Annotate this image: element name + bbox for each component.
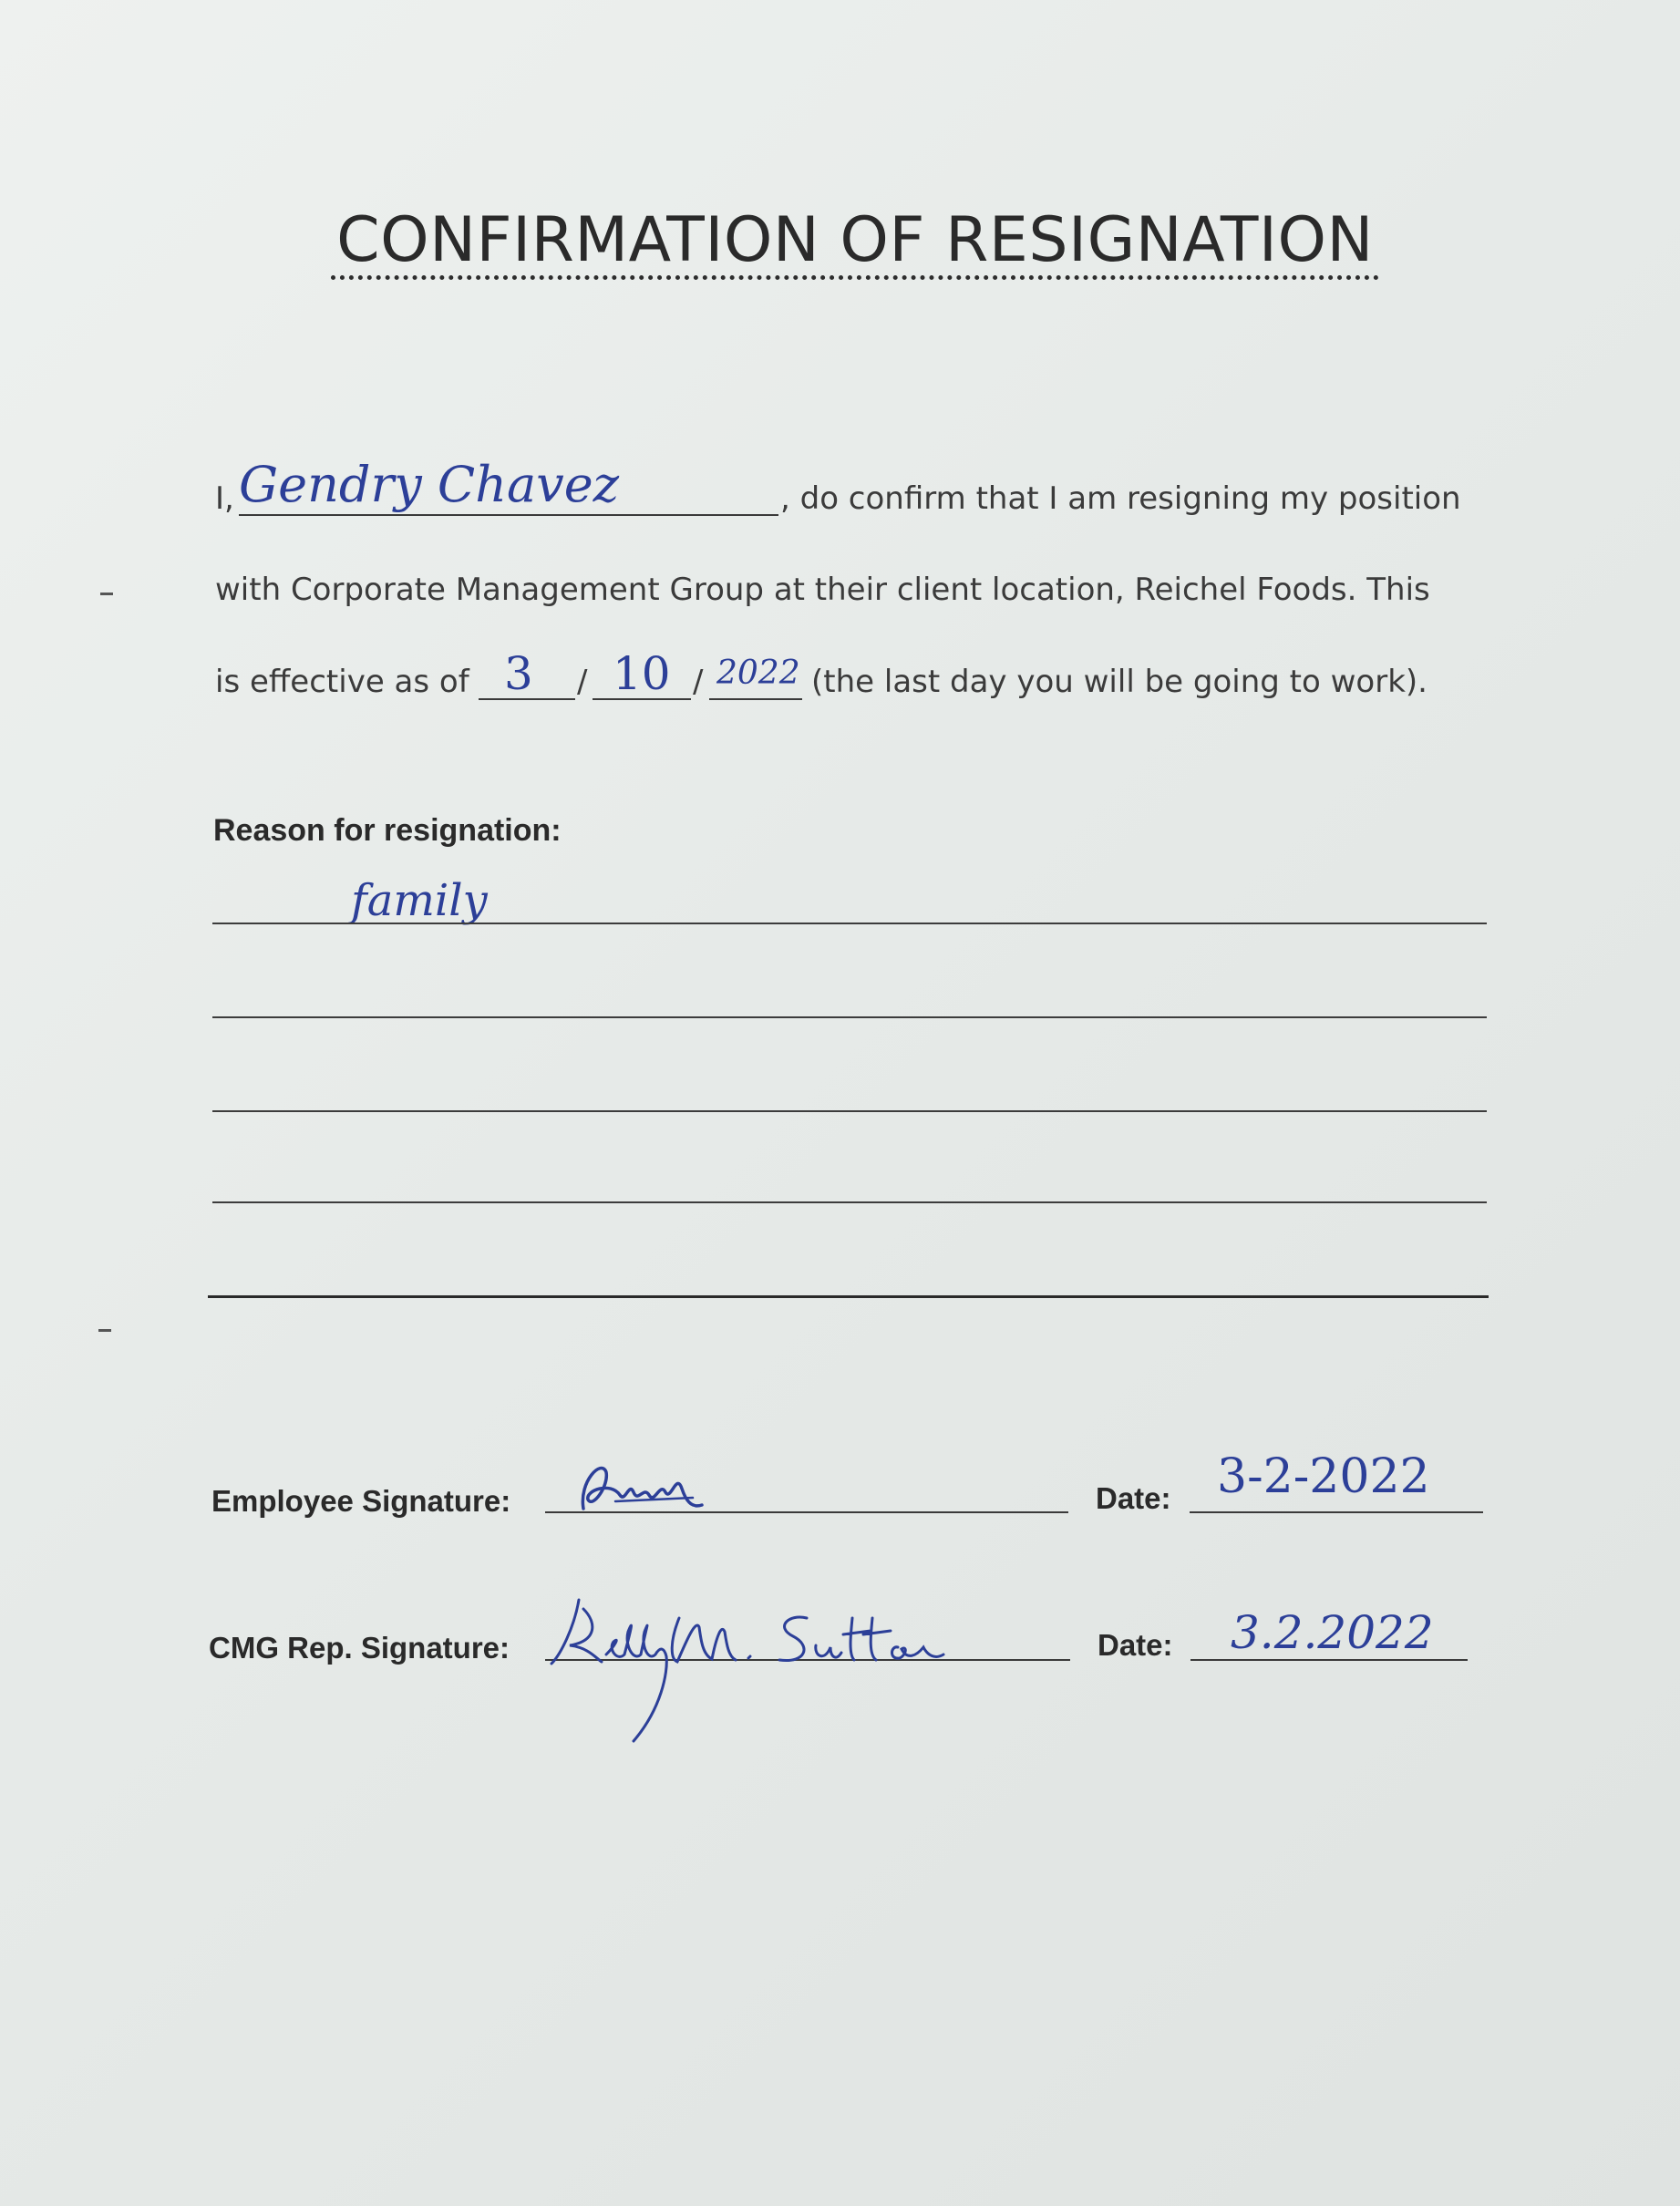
employee-name-blank	[239, 514, 778, 516]
margin-mark	[100, 593, 113, 595]
date-separator-2: /	[693, 664, 704, 700]
cmg-date-handwritten: 3.2.2022	[1231, 1606, 1434, 1659]
cmg-signature-image	[533, 1591, 962, 1750]
employee-date-handwritten: 3-2-2022	[1217, 1449, 1430, 1504]
employee-name-handwritten: Gendry Chavez	[239, 456, 620, 513]
employee-signature-label: Employee Signature:	[211, 1484, 511, 1518]
effective-year-blank	[709, 698, 802, 700]
employee-date-label: Date:	[1096, 1481, 1171, 1515]
line2-text: with Corporate Management Group at their client location, Reichel Foods. This	[215, 572, 1430, 608]
reason-line-5	[208, 1295, 1489, 1298]
reason-line-4	[212, 1201, 1487, 1203]
name-prefix: I,	[215, 480, 234, 517]
reason-line-2	[212, 1016, 1487, 1018]
form-title: CONFIRMATION OF RESIGNATION	[336, 204, 1374, 276]
cmg-date-line	[1190, 1659, 1468, 1661]
effective-day-handwritten: 10	[613, 647, 671, 700]
reason-handwritten: family	[351, 875, 488, 926]
cmg-signature-label: CMG Rep. Signature:	[209, 1631, 510, 1665]
date-separator-1: /	[577, 664, 588, 700]
cmg-date-label: Date:	[1098, 1628, 1173, 1662]
reason-label: Reason for resignation:	[213, 813, 562, 848]
employee-signature-image	[565, 1445, 720, 1527]
reason-line-1	[212, 923, 1487, 924]
effective-prefix: is effective as of	[215, 664, 469, 700]
margin-mark	[98, 1329, 111, 1332]
employee-date-line	[1190, 1511, 1483, 1513]
line1-text: , do confirm that I am resigning my position	[780, 480, 1461, 517]
effective-year-handwritten: 2022	[716, 655, 800, 692]
effective-month-handwritten: 3	[504, 647, 533, 700]
reason-line-3	[212, 1110, 1487, 1112]
effective-suffix: (the last day you will be going to work).	[811, 664, 1427, 700]
title-underline	[331, 275, 1379, 280]
